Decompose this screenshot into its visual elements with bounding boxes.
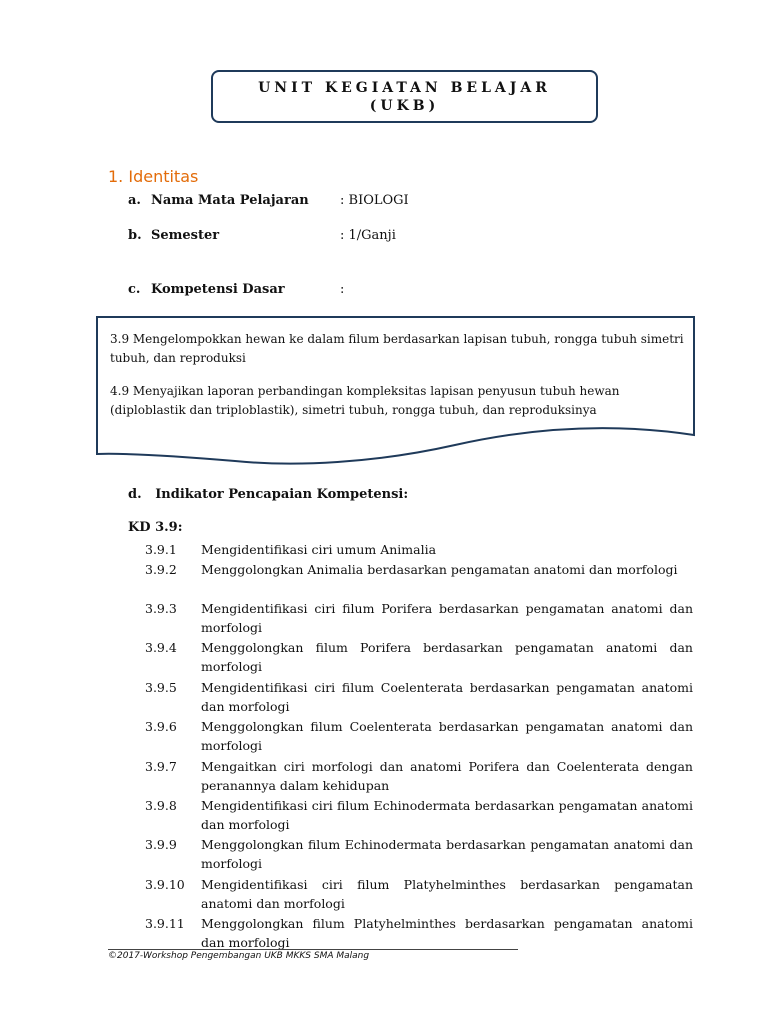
indicator-number: 3.9.6 xyxy=(145,719,177,734)
indicator-text: Menggolongkan filum Echinodermata berdasarkan pengamatan anatomi dan morfologi xyxy=(201,837,693,871)
footer-divider xyxy=(108,949,518,950)
field-subject-label xyxy=(128,193,309,208)
field-subject-value: : BIOLOGI xyxy=(340,193,409,208)
section-heading-identitas: 1. Identitas xyxy=(108,167,199,186)
field-label: Semester xyxy=(151,228,220,243)
indicator-number: 3.9.11 xyxy=(145,916,185,931)
field-letter: b. xyxy=(128,228,142,243)
indicator-text: Menggolongkan filum Platyhelminthes berdasarkan pengamatan anatomi dan morfologi xyxy=(201,916,693,950)
title-line-1: UNIT KEGIATAN BELAJAR xyxy=(258,80,551,96)
indicator-text: Menggolongkan Animalia berdasarkan pengamatan anatomi dan morfologi xyxy=(201,562,678,577)
field-kd-value: : xyxy=(340,282,345,297)
field-label: Kompetensi Dasar xyxy=(151,282,285,297)
field-letter: a. xyxy=(128,193,141,208)
footer-copyright: ©2017-Workshop Pengembangan UKB MKKS SMA Malang xyxy=(108,951,370,961)
indicator-text: Menggolongkan filum Porifera berdasarkan pengamatan anatomi dan morfologi xyxy=(201,640,693,674)
kd-4-9-text: 4.9 Menyajikan laporan perbandingan kompleksitas lapisan penyusun tubuh hewan (diploblastik dan triploblastik), simetri tubuh, rongga tubuh, dan reproduksinya xyxy=(110,384,620,417)
indicator-number: 3.9.7 xyxy=(145,759,177,774)
indicator-number: 3.9.9 xyxy=(145,837,177,852)
indicator-text: Menggolongkan filum Coelenterata berdasarkan pengamatan anatomi dan morfologi xyxy=(201,719,693,753)
indicator-heading: d. Indikator Pencapaian Kompetensi: xyxy=(128,487,409,502)
indicator-text: Mengidentifikasi ciri filum Porifera berdasarkan pengamatan anatomi dan morfologi xyxy=(201,601,693,635)
field-kd-label xyxy=(128,282,285,297)
indicator-text: Mengidentifikasi ciri filum Platyhelminthes berdasarkan pengamatan anatomi dan morfologi xyxy=(201,877,693,911)
indicator-number: 3.9.10 xyxy=(145,877,185,892)
field-letter: c. xyxy=(128,282,141,297)
competency-box xyxy=(95,315,699,470)
kd-label: KD 3.9: xyxy=(128,520,183,535)
indicator-text: Mengidentifikasi ciri filum Echinodermata berdasarkan pengamatan anatomi dan morfologi xyxy=(201,798,693,832)
field-semester-label xyxy=(128,228,219,243)
indicator-text: Mengaitkan ciri morfologi dan anatomi Porifera dan Coelenterata dengan peranannya dalam kehidupan xyxy=(201,759,693,793)
indicator-number: 3.9.5 xyxy=(145,680,177,695)
document-title-box xyxy=(211,70,598,123)
indicator-number: 3.9.2 xyxy=(145,562,177,577)
indicator-number: 3.9.3 xyxy=(145,601,177,616)
indicator-number: 3.9.8 xyxy=(145,798,177,813)
indicator-text: Mengidentifikasi ciri filum Coelenterata berdasarkan pengamatan anatomi dan morfologi xyxy=(201,680,693,714)
field-label: Nama Mata Pelajaran xyxy=(151,193,309,208)
title-line-2: (UKB) xyxy=(369,98,440,114)
indicator-text: Mengidentifikasi ciri umum Animalia xyxy=(201,542,437,557)
indicator-number: 3.9.4 xyxy=(145,640,177,655)
kd-3-9-text: 3.9 Mengelompokkan hewan ke dalam filum berdasarkan lapisan tubuh, rongga tubuh simetri tubuh, dan reproduksi xyxy=(110,332,684,365)
indicator-number: 3.9.1 xyxy=(145,542,177,557)
field-semester-value: : 1/Ganji xyxy=(340,228,396,243)
